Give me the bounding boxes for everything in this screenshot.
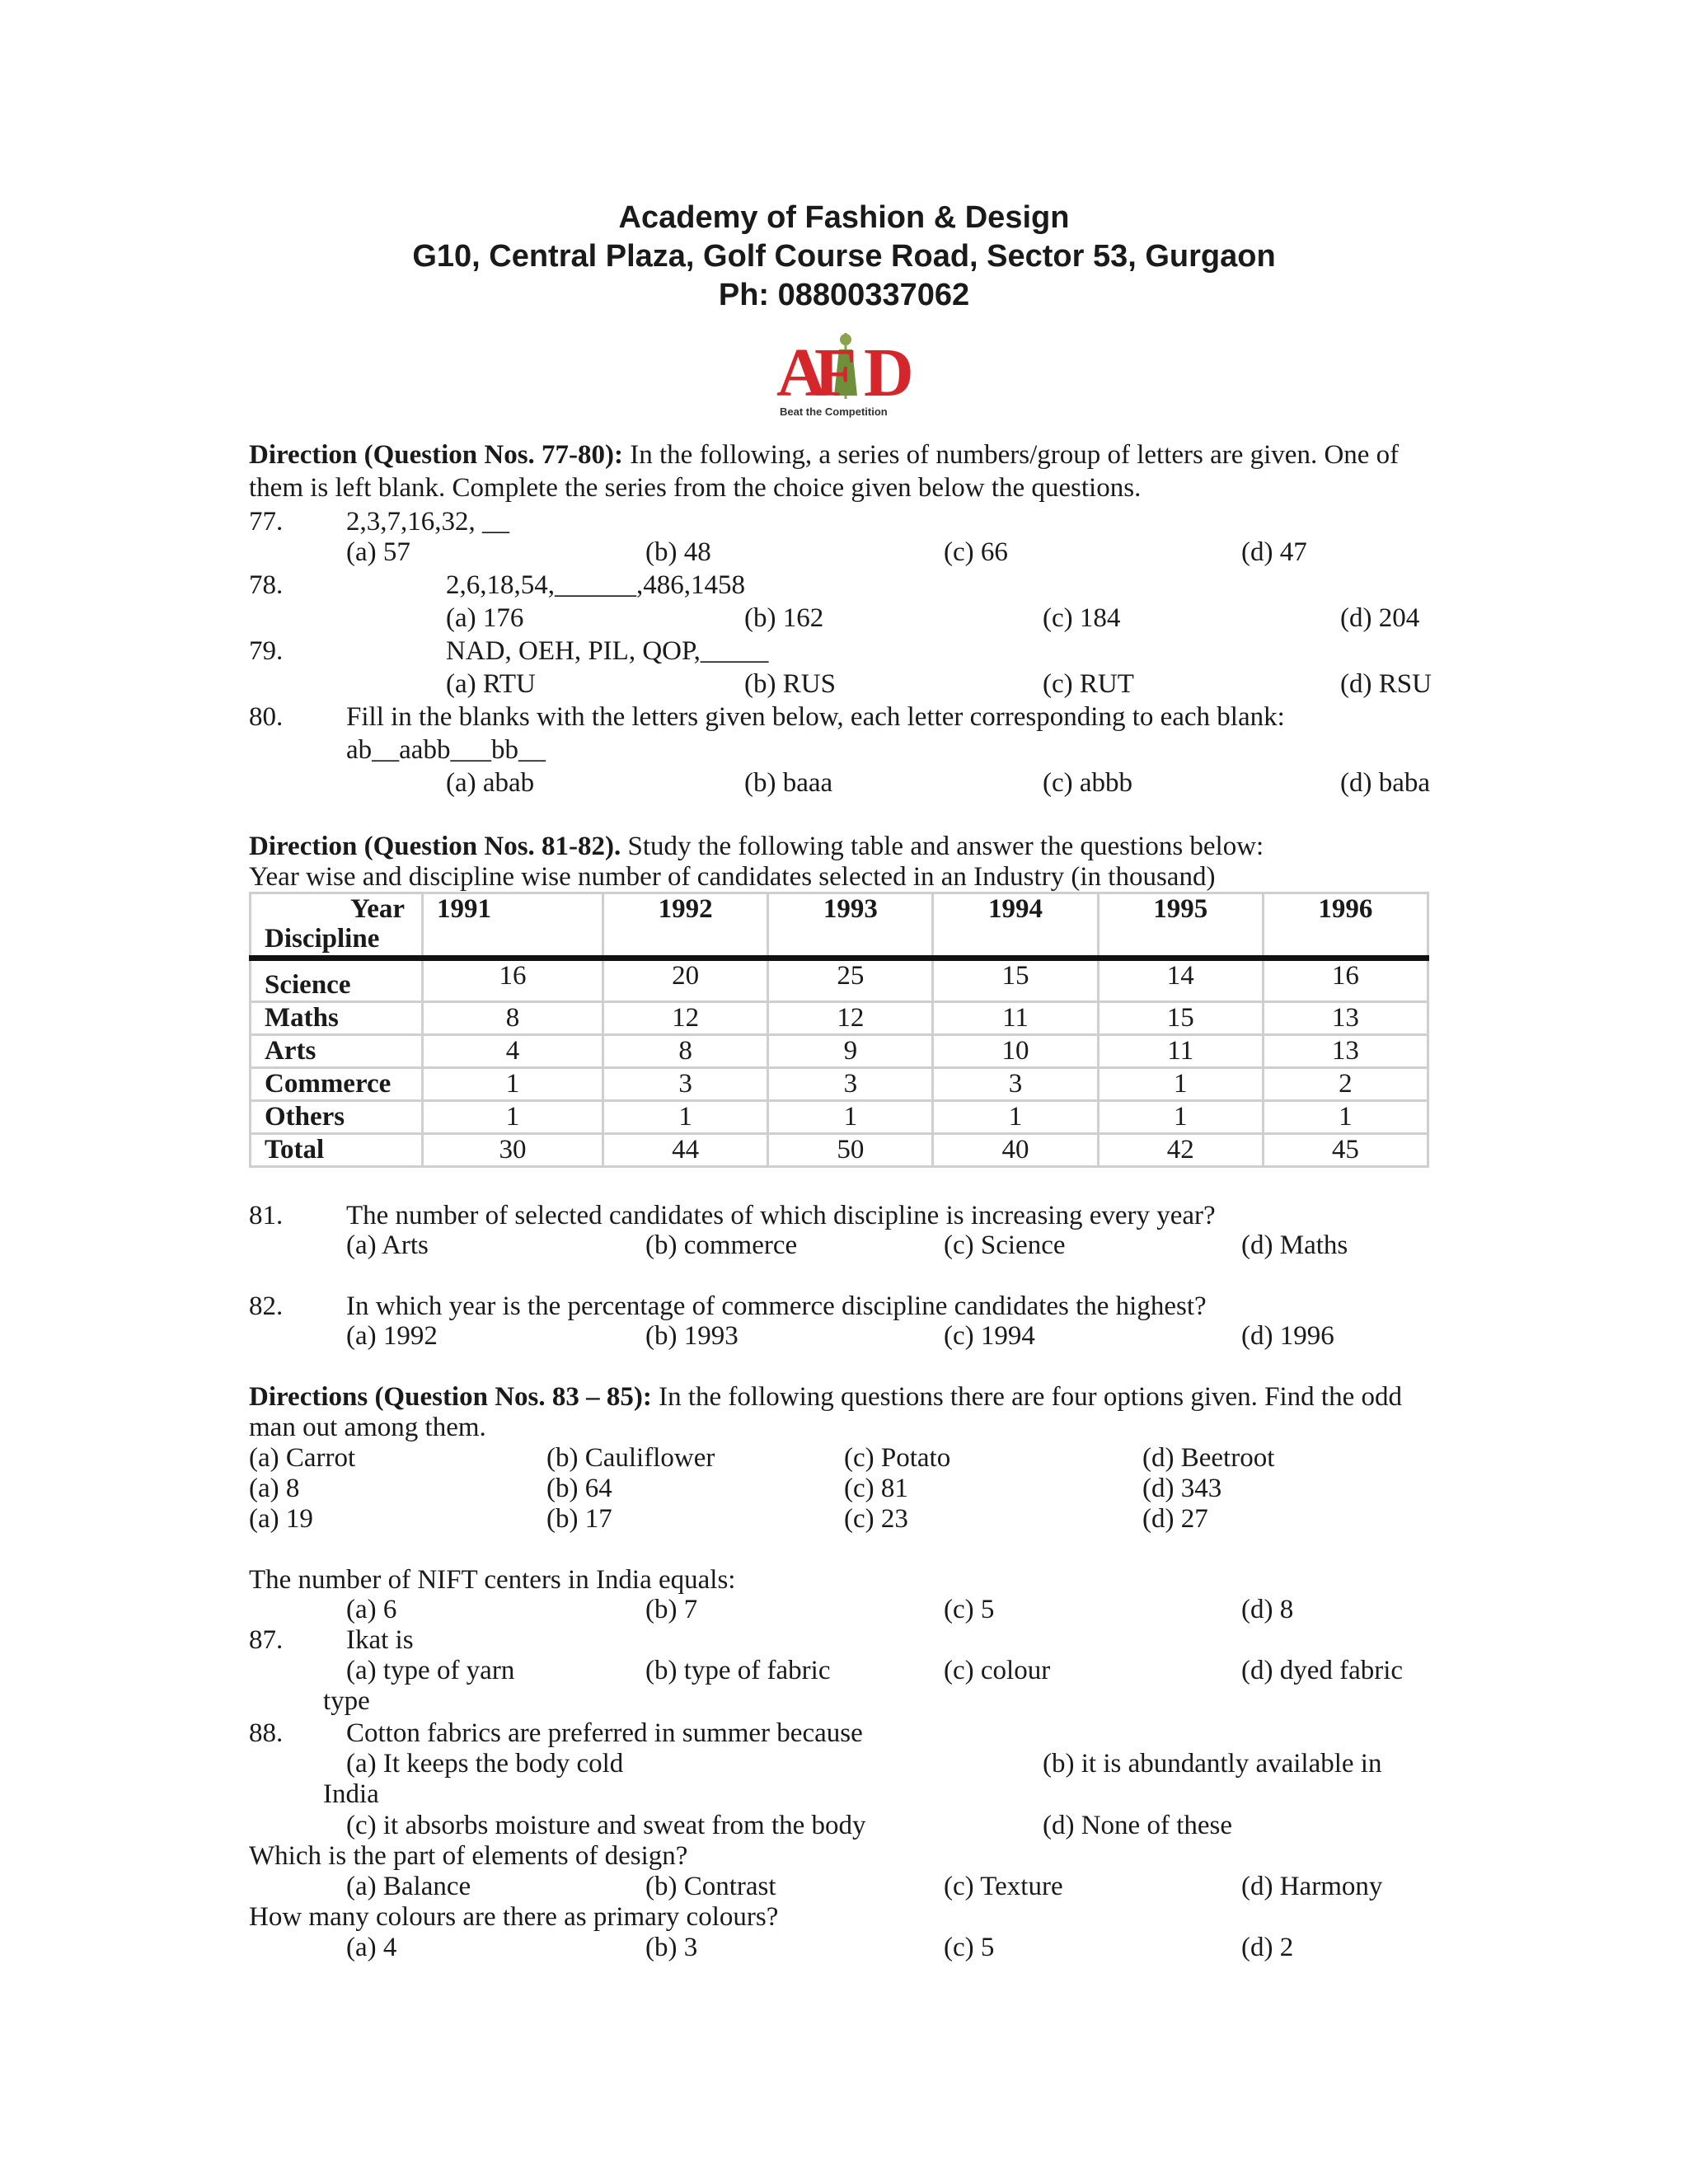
q88-option-c: (c) it absorbs moisture and sweat from the body xyxy=(346,1811,866,1840)
q83-option-d: (d) Beetroot xyxy=(1142,1443,1275,1473)
corner-discipline-label: Discipline xyxy=(265,924,380,954)
year-header: 1994 xyxy=(933,893,1098,958)
table-cell: 1 xyxy=(423,1101,603,1134)
q90-text: How many colours are there as primary colours? xyxy=(249,1902,779,1932)
table-cell: 15 xyxy=(1098,1002,1263,1035)
q77-option-d: (d) 47 xyxy=(1241,537,1307,567)
q84-option-b: (b) 64 xyxy=(546,1474,612,1503)
table-cell: 1 xyxy=(768,1101,933,1134)
q88-number: 88. xyxy=(249,1718,284,1748)
table-cell: 12 xyxy=(603,1002,768,1035)
q85-option-d: (d) 27 xyxy=(1142,1504,1208,1534)
table-cell: 11 xyxy=(1098,1035,1263,1068)
year-header: 1993 xyxy=(768,893,933,958)
table-row xyxy=(251,1068,1428,1101)
q78-option-d: (d) 204 xyxy=(1340,603,1420,633)
table-cell: 12 xyxy=(768,1002,933,1035)
q87-text: Ikat is xyxy=(346,1625,414,1655)
q84-option-d: (d) 343 xyxy=(1142,1474,1222,1503)
table-cell: 13 xyxy=(1263,1002,1428,1035)
q88-option-d: (d) None of these xyxy=(1043,1811,1233,1840)
table-cell: 20 xyxy=(603,958,768,1002)
svg-text:Beat the Competition: Beat the Competition xyxy=(780,405,888,418)
q82-option-a: (a) 1992 xyxy=(346,1321,438,1351)
q90-option-b: (b) 3 xyxy=(645,1933,698,1962)
table-cell: 13 xyxy=(1263,1035,1428,1068)
table-cell: 3 xyxy=(768,1068,933,1101)
table-cell: 30 xyxy=(423,1134,603,1167)
table-row xyxy=(251,1002,1428,1035)
table-cell: 1 xyxy=(603,1101,768,1134)
q80-pattern: ab__aabb___bb__ xyxy=(346,735,546,765)
table-cell: 10 xyxy=(933,1035,1098,1068)
q81-option-c: (c) Science xyxy=(944,1230,1066,1260)
q81-option-a: (a) Arts xyxy=(346,1230,429,1260)
q87-number: 87. xyxy=(249,1625,284,1655)
table-cell: 1 xyxy=(933,1101,1098,1134)
table-caption: Year wise and discipline wise number of candidates selected in an Industry (in thousand) xyxy=(249,862,1216,892)
table-header-row xyxy=(251,893,1428,958)
table-cell: 16 xyxy=(423,958,603,1002)
q78-number: 78. xyxy=(249,570,284,600)
table-cell: 4 xyxy=(423,1035,603,1068)
q80-option-d: (d) baba xyxy=(1340,768,1431,798)
q86-option-d: (d) 8 xyxy=(1241,1595,1294,1624)
q82-number: 82. xyxy=(249,1291,284,1321)
q88-option-b: (b) it is abundantly available in xyxy=(1043,1749,1382,1779)
table-cell: 15 xyxy=(933,958,1098,1002)
q89-text: Which is the part of elements of design? xyxy=(249,1841,688,1871)
table-row xyxy=(251,1101,1428,1134)
institute-address: G10, Central Plaza, Golf Course Road, Sector 53, Gurgaon xyxy=(412,239,1276,274)
table-cell: 8 xyxy=(603,1035,768,1068)
q81-number: 81. xyxy=(249,1201,284,1230)
q86-text: The number of NIFT centers in India equals: xyxy=(249,1565,736,1595)
row-label: Others xyxy=(251,1101,423,1134)
table-cell: 50 xyxy=(768,1134,933,1167)
q78-option-b: (b) 162 xyxy=(744,603,824,633)
table-cell: 25 xyxy=(768,958,933,1002)
q80-number: 80. xyxy=(249,702,284,732)
svg-text:F: F xyxy=(814,335,857,411)
section-83-85-direction-cont: man out among them. xyxy=(249,1413,486,1442)
q79-option-a: (a) RTU xyxy=(446,669,536,699)
table-cell: 9 xyxy=(768,1035,933,1068)
table-cell: 2 xyxy=(1263,1068,1428,1101)
q78-text: 2,6,18,54,______,486,1458 xyxy=(446,570,745,600)
q77-option-a: (a) 57 xyxy=(346,537,410,567)
q89-option-d: (d) Harmony xyxy=(1241,1872,1383,1901)
q77-number: 77. xyxy=(249,507,284,537)
q86-option-b: (b) 7 xyxy=(645,1595,698,1624)
candidates-table xyxy=(249,892,1429,1168)
q84-option-a: (a) 8 xyxy=(249,1474,300,1503)
q79-option-d: (d) RSU xyxy=(1340,669,1432,699)
q77-text: 2,3,7,16,32, __ xyxy=(346,507,509,537)
row-label: Commerce xyxy=(251,1068,423,1101)
q82-text: In which year is the percentage of commerce discipline candidates the highest? xyxy=(346,1291,1207,1321)
q88-option-b-wrap: India xyxy=(323,1779,379,1809)
q81-option-b: (b) commerce xyxy=(645,1230,798,1260)
q90-option-a: (a) 4 xyxy=(346,1933,397,1962)
q86-option-c: (c) 5 xyxy=(944,1595,995,1624)
q79-number: 79. xyxy=(249,636,284,666)
year-header: 1991 xyxy=(423,893,603,958)
q88-option-a: (a) It keeps the body cold xyxy=(346,1749,624,1779)
table-row xyxy=(251,958,1428,1002)
q85-option-b: (b) 17 xyxy=(546,1504,612,1534)
q80-text: Fill in the blanks with the letters given below, each letter corresponding to each blank: xyxy=(346,702,1285,732)
q88-text: Cotton fabrics are preferred in summer because xyxy=(346,1718,863,1748)
table-corner-cell xyxy=(251,893,423,958)
q87-option-d: (d) dyed fabric xyxy=(1241,1656,1404,1685)
institute-phone: Ph: 08800337062 xyxy=(718,278,970,312)
q82-option-d: (d) 1996 xyxy=(1241,1321,1334,1351)
table-cell: 44 xyxy=(603,1134,768,1167)
section-81-82-direction: Direction (Question Nos. 81-82). Study the following table and answer the questions below: xyxy=(249,832,1264,861)
q78-option-c: (c) 184 xyxy=(1043,603,1121,633)
q87-option-c: (c) colour xyxy=(944,1656,1051,1685)
q80-option-b: (b) baaa xyxy=(744,768,833,798)
q87-option-b: (b) type of fabric xyxy=(645,1656,831,1685)
section-77-80-direction-cont: them is left blank. Complete the series from the choice given below the questions. xyxy=(249,473,1142,503)
row-label: Arts xyxy=(251,1035,423,1068)
q82-option-b: (b) 1993 xyxy=(645,1321,738,1351)
q85-option-a: (a) 19 xyxy=(249,1504,313,1534)
q77-option-b: (b) 48 xyxy=(645,537,711,567)
q84-option-c: (c) 81 xyxy=(844,1474,908,1503)
year-header: 1992 xyxy=(603,893,768,958)
q83-option-b: (b) Cauliflower xyxy=(546,1443,715,1473)
q81-option-d: (d) Maths xyxy=(1241,1230,1348,1260)
corner-year-label: Year xyxy=(350,894,405,924)
q83-option-c: (c) Potato xyxy=(844,1443,951,1473)
section-83-85-direction: Directions (Question Nos. 83 – 85): In the following questions there are four options given. Find the odd xyxy=(249,1382,1402,1412)
svg-text:D: D xyxy=(864,335,914,411)
q78-option-a: (a) 176 xyxy=(446,603,524,633)
q79-option-b: (b) RUS xyxy=(744,669,836,699)
table-row xyxy=(251,1035,1428,1068)
q79-option-c: (c) RUT xyxy=(1043,669,1134,699)
q90-option-d: (d) 2 xyxy=(1241,1933,1294,1962)
table-cell: 42 xyxy=(1098,1134,1263,1167)
table-row xyxy=(251,1134,1428,1167)
q80-option-c: (c) abbb xyxy=(1043,768,1133,798)
table-cell: 1 xyxy=(1098,1068,1263,1101)
q87-option-a: (a) type of yarn xyxy=(346,1656,515,1685)
table-cell: 40 xyxy=(933,1134,1098,1167)
svg-text:A: A xyxy=(776,335,827,411)
table-cell: 16 xyxy=(1263,958,1428,1002)
section-77-80-direction: Direction (Question Nos. 77-80): In the following, a series of numbers/group of letters are given. One of xyxy=(249,440,1400,470)
q86-option-a: (a) 6 xyxy=(346,1595,397,1624)
q83-option-a: (a) Carrot xyxy=(249,1443,356,1473)
table-cell: 14 xyxy=(1098,958,1263,1002)
q87-wrap: type xyxy=(323,1686,370,1716)
q89-option-a: (a) Balance xyxy=(346,1872,471,1901)
table-cell: 1 xyxy=(1098,1101,1263,1134)
year-header: 1996 xyxy=(1263,893,1428,958)
q82-option-c: (c) 1994 xyxy=(944,1321,1035,1351)
afd-logo xyxy=(775,323,931,422)
q80-option-a: (a) abab xyxy=(446,768,535,798)
q85-option-c: (c) 23 xyxy=(844,1504,908,1534)
row-label: Maths xyxy=(251,1002,423,1035)
year-header: 1995 xyxy=(1098,893,1263,958)
q79-text: NAD, OEH, PIL, QOP,_____ xyxy=(446,636,769,666)
table-cell: 8 xyxy=(423,1002,603,1035)
q77-option-c: (c) 66 xyxy=(944,537,1008,567)
q81-text: The number of selected candidates of which discipline is increasing every year? xyxy=(346,1201,1216,1230)
q90-option-c: (c) 5 xyxy=(944,1933,995,1962)
table-cell: 3 xyxy=(933,1068,1098,1101)
table-cell: 3 xyxy=(603,1068,768,1101)
table-cell: 45 xyxy=(1263,1134,1428,1167)
row-label: Science xyxy=(251,958,423,1002)
table-cell: 1 xyxy=(1263,1101,1428,1134)
row-label: Total xyxy=(251,1134,423,1167)
table-cell: 11 xyxy=(933,1002,1098,1035)
q89-option-b: (b) Contrast xyxy=(645,1872,776,1901)
institute-name: Academy of Fashion & Design xyxy=(618,200,1070,235)
table-cell: 1 xyxy=(423,1068,603,1101)
q89-option-c: (c) Texture xyxy=(944,1872,1063,1901)
